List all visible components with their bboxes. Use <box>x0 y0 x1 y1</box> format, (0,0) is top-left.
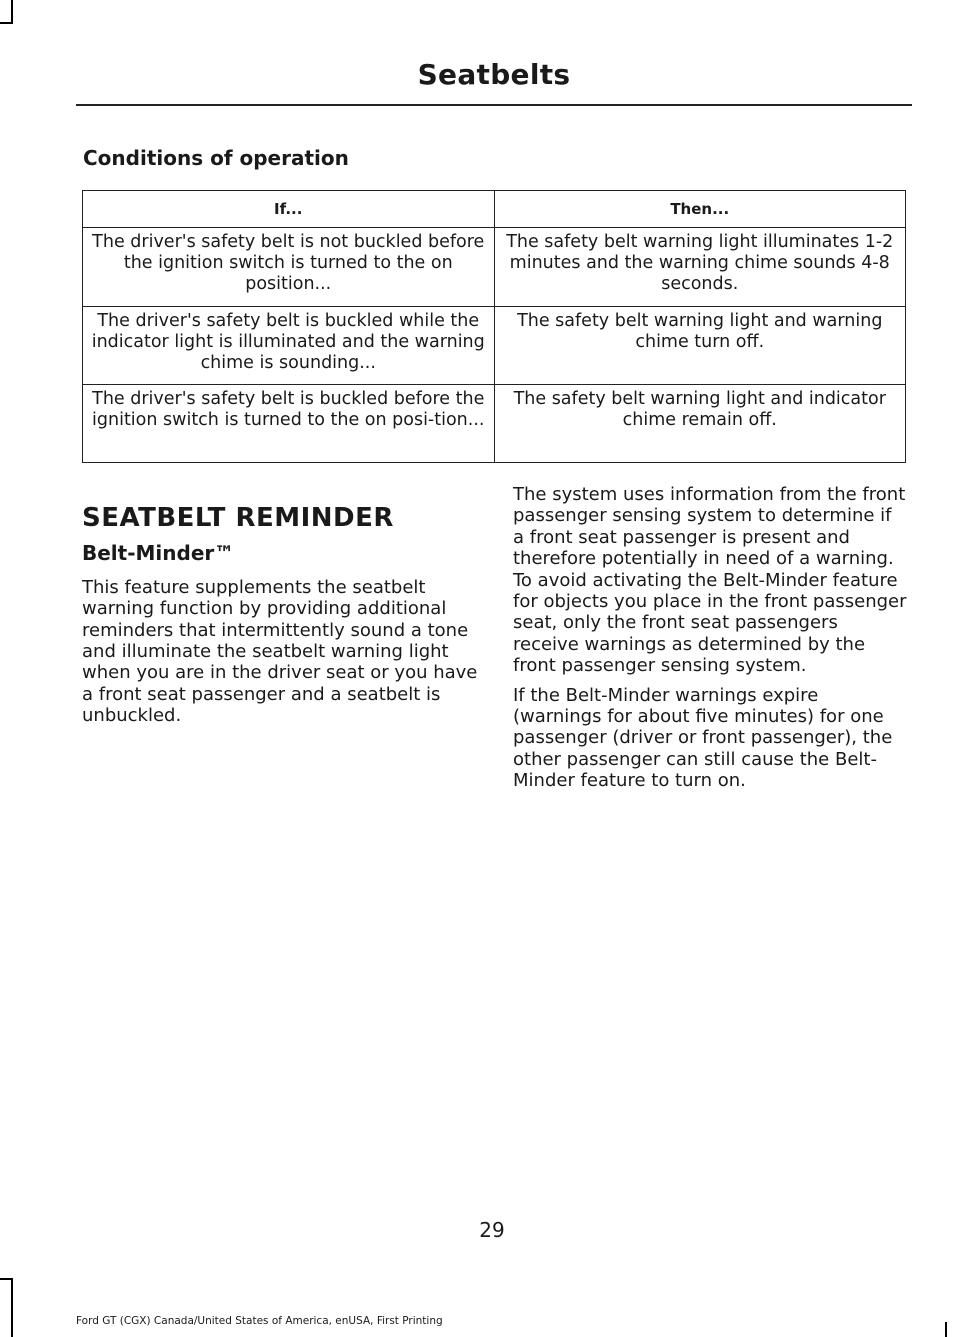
table-header-row <box>83 191 906 228</box>
crop-mark <box>945 1322 947 1337</box>
table-cell: The safety belt warning light illuminates 1-2 minutes and the warning chime sounds 4-8 seconds. <box>494 228 906 307</box>
table-cell: The driver's safety belt is buckled while the indicator light is illuminated and the warning chime is sounding... <box>83 307 495 385</box>
table-row <box>83 385 906 463</box>
page-number: 29 <box>479 1218 505 1242</box>
table-cell: The safety belt warning light and indicator chime remain off. <box>494 385 906 463</box>
crop-mark <box>0 1278 13 1280</box>
belt-minder-subheading: Belt-Minder™ <box>82 541 235 566</box>
footer-text: Ford GT (CGX) Canada/United States of America, enUSA, First Printing <box>76 1315 443 1327</box>
table-cell: The driver's safety belt is not buckled before the ignition switch is turned to the on position... <box>83 228 495 307</box>
table-row <box>83 228 906 307</box>
crop-mark <box>11 0 13 22</box>
crop-mark <box>11 1278 13 1337</box>
crop-mark <box>0 22 13 24</box>
section-heading: Conditions of operation <box>83 146 349 170</box>
page-title: Seatbelts <box>417 58 571 91</box>
conditions-table <box>82 190 906 463</box>
paragraph: If the Belt-Minder warnings expire (warnings for about five minutes) for one passenger (driver or front passenger), the other passenger can still cause the Belt-Minder feature to turn on. <box>513 684 893 792</box>
paragraph: The system uses information from the front passenger sensing system to determine if a front seat passenger is present and therefore potentially in need of a warning. To avoid activating the Belt-Minder feature for objects you place in the front passenger seat, only the front seat passengers receive warnings as determined by the front passenger sensing system. <box>513 484 907 677</box>
table-cell: The safety belt warning light and warning chime turn off. <box>494 307 906 385</box>
table-header-cell: Then... <box>494 191 906 228</box>
right-column <box>513 484 908 800</box>
table-header-cell: If... <box>83 191 495 228</box>
paragraph: This feature supplements the seatbelt warning function by providing additional reminders that intermittently sound a tone and illuminate the seatbelt warning light when you are in the driver seat or you have a front seat passenger and a seatbelt is unbuckled. <box>82 576 478 727</box>
left-column <box>82 503 482 735</box>
table-row <box>83 307 906 385</box>
header-divider <box>76 104 912 106</box>
reminder-heading: SEATBELT REMINDER <box>82 503 394 533</box>
table-cell: The driver's safety belt is buckled before the ignition switch is turned to the on posi-tion... <box>83 385 495 463</box>
